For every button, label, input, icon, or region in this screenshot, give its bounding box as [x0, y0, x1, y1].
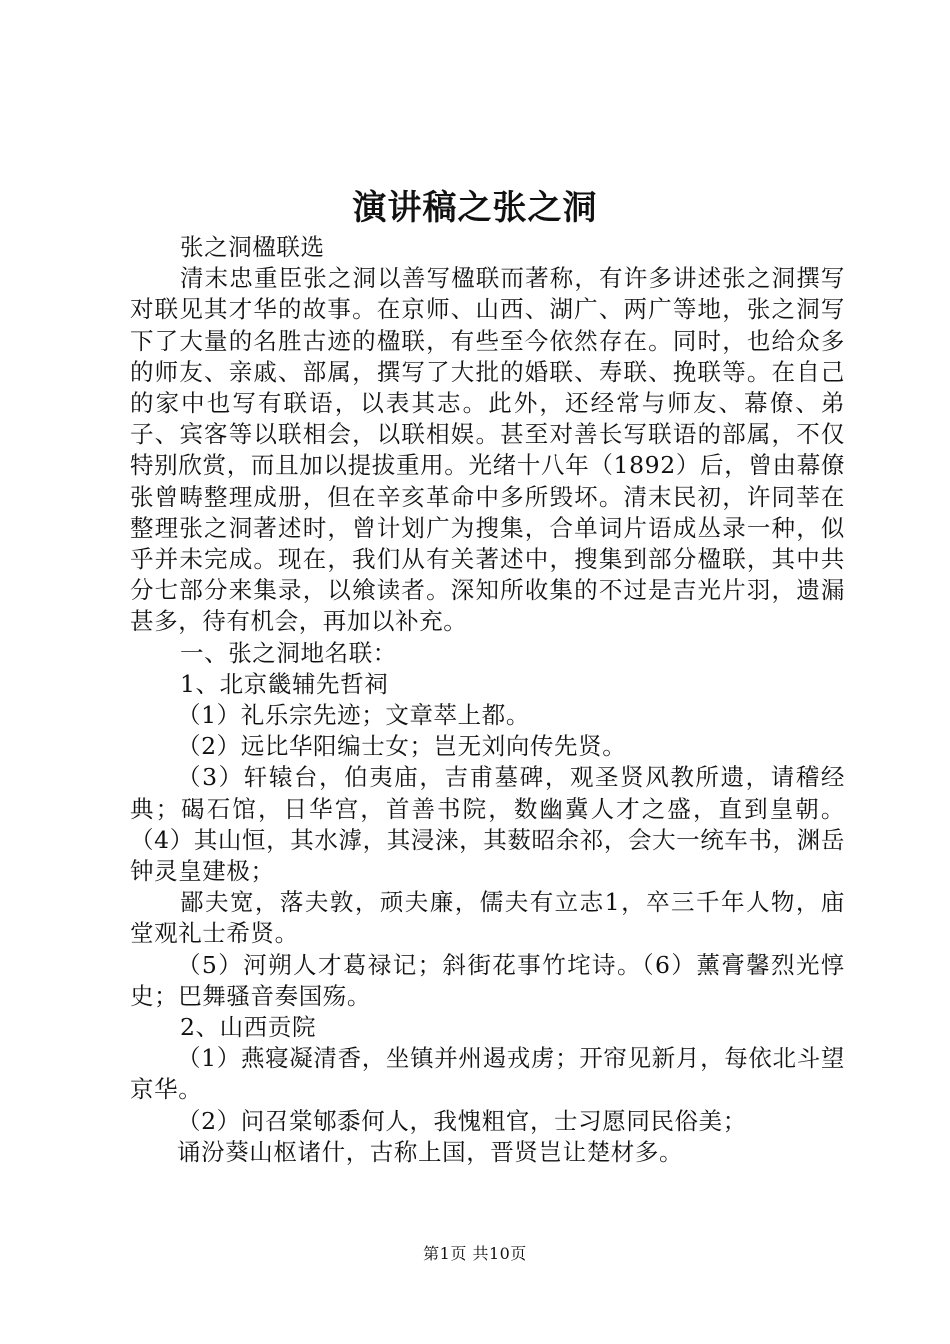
paragraph: 清末忠重臣张之洞以善写楹联而著称，有许多讲述张之洞撰写对联见其才华的故事。在京师、山西、湖广、两广等地，张之洞写下了大量的名胜古迹的楹联，有些至今依然存在。同时，也给众多的师友、亲戚、部属，撰写了大批的婚联、寿联、挽联等。在自己的家中也写有联语，以表其志。此外，还经常与师友、幕僚、弟子、宾客等以联相会，以联相娱。甚至对善长写联语的部属，不仅特别欣赏，而且加以提拔重用。光绪十八年（1892）后，曾由幕僚张曾畴整理成册，但在辛亥革命中多所毁坏。清末民初，许同莘在整理张之洞著述时，曾计划广为搜集，合单词片语成丛录一种，似乎并未完成。现在，我们从有关著述中，搜集到部分楹联，其中共分七部分来集录，以飨读者。深知所收集的不过是吉光片羽，遗漏甚多，待有机会，再加以补充。 — [130, 264, 845, 636]
couplet: （5）河朔人才葛禄记；斜街花事竹垞诗。（6）薰膏馨烈光惇史；巴舞骚音奏国殇。 — [130, 950, 845, 1010]
couplet: 诵汾葵山枢诸什，古称上国，晋贤岂让楚材多。 — [177, 1137, 684, 1166]
section-heading: 一、张之洞地名联： — [180, 638, 397, 667]
couplet: 鄙夫宽，落夫敦，顽夫廉，儒夫有立志1，卒三千年人物，庙堂观礼士希贤。 — [130, 888, 845, 948]
couplet: （1）燕寝凝清香，坐镇并州遏戎虏；开帘见新月，每依北斗望京华。 — [130, 1044, 845, 1104]
couplet: （2）远比华阳编士女；岂无刘向传先贤。 — [177, 732, 627, 761]
subsection-heading: 2、山西贡院 — [180, 1013, 317, 1042]
page-footer: 第1页 共10页 — [423, 1244, 527, 1263]
subsection-heading: 1、北京畿辅先哲祠 — [180, 669, 389, 698]
couplet: （1）礼乐宗先迹；文章萃上都。 — [177, 701, 530, 730]
paragraph: 张之洞楹联选 — [180, 233, 325, 261]
document-title: 演讲稿之张之洞 — [352, 188, 598, 228]
couplet: （3）轩辕台，伯夷庙，吉甫墓碑，观圣贤风教所遗，请稽经典；碣石馆，日华宫，首善书院，数幽冀人才之盛，直到皇朝。（4）其山恒，其水滹，其浸涞，其薮昭余祁，会大一统车书，渊岳钟灵皇建极； — [130, 763, 845, 886]
document-body — [130, 232, 845, 1168]
couplet: （2）问召棠郇黍何人，我愧粗官，士习愿同民俗美； — [177, 1106, 747, 1135]
